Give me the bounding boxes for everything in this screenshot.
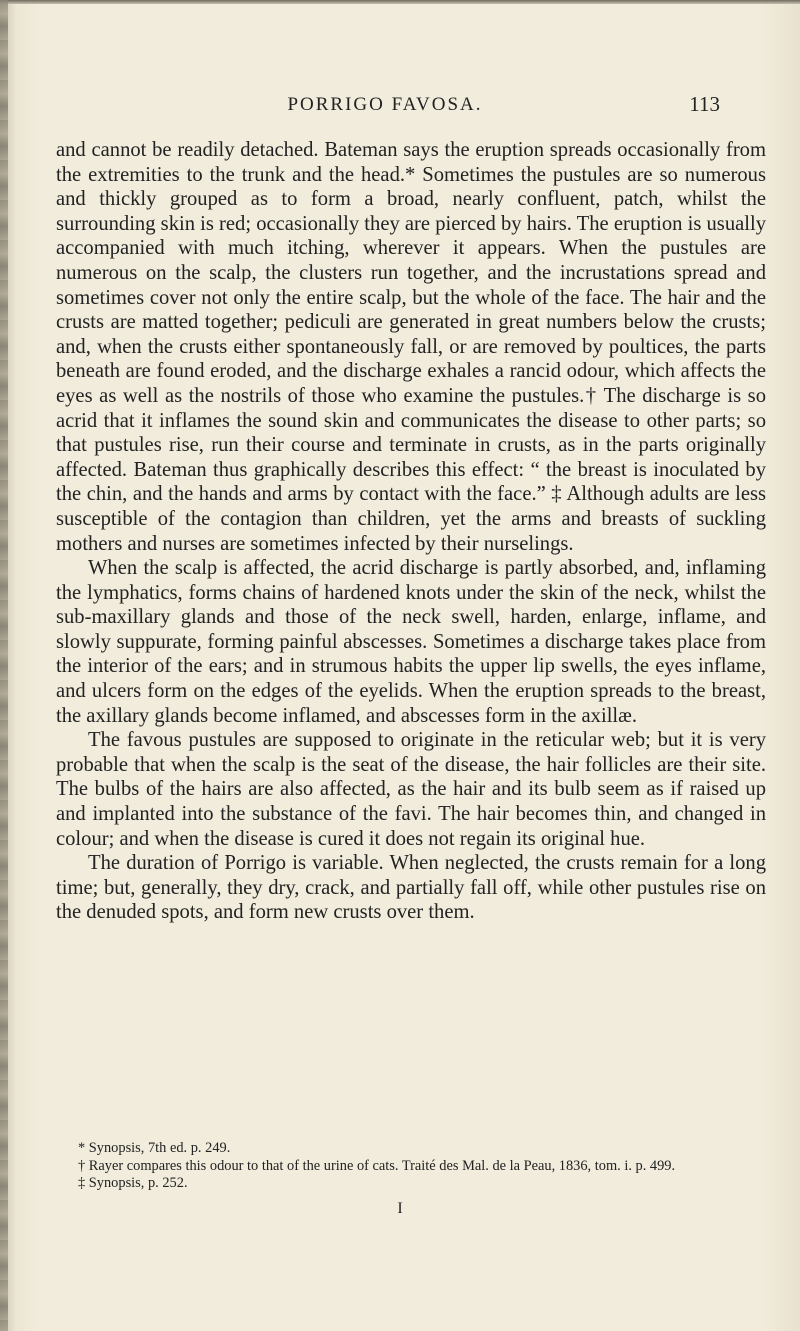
footnote-2: † Rayer compares this odour to that of the urine of cats. Traité des Mal. de la Peau, 1836, tom. i. p. 499. xyxy=(78,1157,676,1174)
paragraph-2: When the scalp is affected, the acrid discharge is partly absorbed, and, inflaming the lymphatics, forms chains of hardened knots under the skin of the neck, whilst the sub-maxillary glands and those of the neck swell, harden, enlarge, inflame, and slowly suppurate, forming painful abscesses. Sometimes a discharge takes place from the interior of the ears; and in strumous habits the upper lip swells, the eyes inflame, and ulcers form on the edges of the eyelids. When the eruption spreads to the breast, the axillary glands become inflamed, and abscesses form in the axillæ. xyxy=(56,557,766,727)
signature-mark: I xyxy=(397,1200,403,1217)
paragraph-3: The favous pustules are supposed to originate in the reticular web; but it is very probable that when the scalp is the seat of the disease, the hair follicles are their site. The bulbs of the hairs are also affected, as the hair and its bulb seem as if raised up and implanted into the substance of the favi. The hair becomes thin, and changed in colour; and when the disease is cured it does not regain its original hue. xyxy=(56,729,766,850)
footnote-1: * Synopsis, 7th ed. p. 249. xyxy=(78,1140,231,1156)
binding-spine xyxy=(0,0,8,1331)
paragraph-4: The duration of Porrigo is variable. When neglected, the crusts remain for a long time; but, generally, they dry, crack, and partially fall off, while other pustules rise on the denuded spots, and form new crusts over them. xyxy=(56,852,766,924)
paragraph-1: and cannot be readily detached. Bateman says the eruption spreads occasionally from the extremities to the trunk and the head.* Sometimes the pustules are so numerous and thickly grouped as to form a broad, nearly confluent, patch, whilst the surrounding skin is red; occasionally they are pierced by hairs. The eruption is usually accompanied with much itching, wherever it appears. When the pustules are numerous on the scalp, the clusters run together, and the incrustations spread and sometimes cover not only the entire scalp, but the whole of the face. The hair and the crusts are matted together; pediculi are generated in great numbers below the crusts; and, when the crusts either spontaneously fall, or are removed by poultices, the parts beneath are found eroded, and the discharge exhales a rancid odour, which affects the eyes as well as the nostrils of those who examine the pustules.† The discharge is so acrid that it inflames the sound skin and communicates the disease to other parts; so that pustules rise, run their course and terminate in crusts, as in the parts originally affected. Bateman thus graphically describes this effect: “ the breast is inoculated by the chin, and the hands and arms by contact with the face.” ‡ Although adults are less susceptible of the contagion than children, yet the arms and breasts of suckling mothers and nurses are sometimes infected by their nurselings. xyxy=(56,139,766,555)
body-text xyxy=(56,138,766,925)
page-top-edge xyxy=(0,0,800,4)
page-number: 113 xyxy=(689,92,720,116)
footnotes xyxy=(56,1140,766,1193)
footnote-3: ‡ Synopsis, p. 252. xyxy=(78,1175,188,1191)
running-title: PORRIGO FAVOSA. xyxy=(287,94,483,115)
page-header xyxy=(50,90,720,120)
